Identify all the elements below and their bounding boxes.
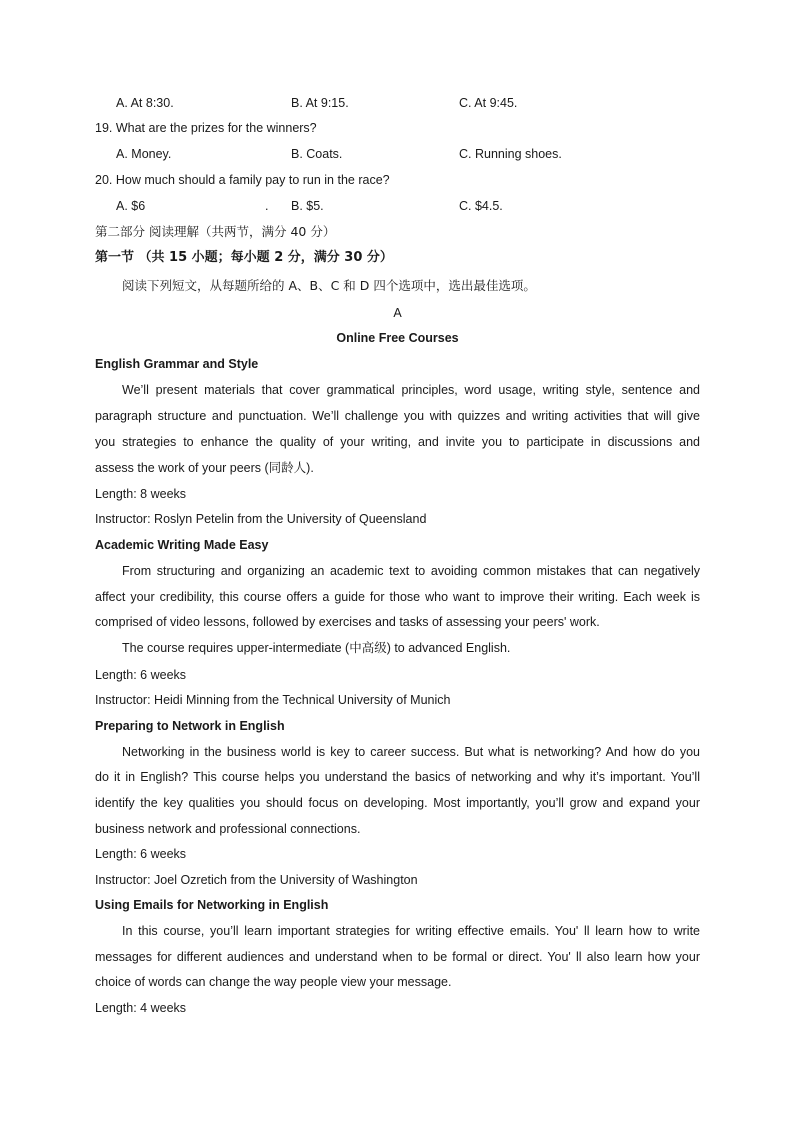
passage-letter: A: [393, 306, 402, 320]
part2-heading: 第二部分 阅读理解（共两节，满分 40 分）: [95, 224, 336, 239]
course-text-line: In this course, you’ll learn important strategies for writing effective emails. You' ll learn how to write: [122, 924, 700, 938]
course-text-line: messages for different audiences and understand when to be formal or direct. You' ll also learn how your: [95, 950, 700, 964]
course-instructor: Instructor: Heidi Minning from the Technical University of Munich: [95, 693, 451, 707]
course-text-line: The course requires upper-intermediate (中高级) to advanced English.: [122, 641, 511, 655]
course-length: Length: 8 weeks: [95, 487, 187, 501]
course-text-line: business network and professional connections.: [95, 822, 361, 836]
q19-option-b: B. Coats.: [291, 147, 343, 161]
course-text-line: paragraph structure and punctuation. We’ll challenge you with quizzes and writing activities that will give: [95, 409, 700, 423]
q19-question: 19. What are the prizes for the winners?: [95, 121, 317, 135]
q18-option-b: B. At 9:15.: [291, 96, 349, 110]
course-title: Preparing to Network in English: [95, 719, 285, 733]
course-length: Length: 6 weeks: [95, 847, 187, 861]
course-title: English Grammar and Style: [95, 357, 259, 371]
course-text-line: comprised of video lessons, followed by exercises and tasks of assessing your peers' work.: [95, 615, 600, 629]
course-length: Length: 4 weeks: [95, 1001, 187, 1015]
course-text-line: identify the key qualities you should focus on developing. Most importantly, you’ll grow and expand your: [95, 796, 700, 810]
q20-option-a: A. $6: [116, 199, 146, 213]
instruction: 阅读下列短文，从每题所给的 A、B、C 和 D 四个选项中，选出最佳选项。: [122, 278, 536, 293]
stray-dot: .: [265, 199, 269, 213]
course-instructor: Instructor: Roslyn Petelin from the University of Queensland: [95, 512, 427, 526]
course-text-line: We’ll present materials that cover grammatical principles, word usage, writing style, sentence and: [122, 383, 700, 397]
passage-title: Online Free Courses: [336, 331, 459, 345]
course-text-line: From structuring and organizing an academic text to avoiding common mistakes that can negatively: [122, 564, 700, 578]
course-text-line: Networking in the business world is key to career success. But what is networking? And how do you: [122, 745, 700, 759]
course-text-line: assess the work of your peers (同龄人).: [95, 461, 314, 475]
course-text-line: choice of words can change the way people view your message.: [95, 975, 452, 989]
section1-heading: 第一节 （共 15 小题；每小题 2 分，满分 30 分）: [95, 250, 393, 265]
course-text-line: do it in English? This course helps you understand the basics of networking and why it’s important. You’ll: [95, 770, 700, 784]
q19-option-c: C. Running shoes.: [459, 147, 562, 161]
course-title: Using Emails for Networking in English: [95, 898, 329, 912]
q18-option-c: C. At 9:45.: [459, 96, 518, 110]
course-instructor: Instructor: Joel Ozretich from the University of Washington: [95, 873, 418, 887]
q19-option-a: A. Money.: [116, 147, 172, 161]
q18-option-a: A. At 8:30.: [116, 96, 174, 110]
course-title: Academic Writing Made Easy: [95, 538, 269, 552]
q20-question: 20. How much should a family pay to run in the race?: [95, 173, 390, 187]
q20-option-b: B. $5.: [291, 199, 324, 213]
course-text-line: you strategies to enhance the quality of your writing, and invite you to participate in discussions and: [95, 435, 700, 449]
course-length: Length: 6 weeks: [95, 668, 187, 682]
q20-option-c: C. $4.5.: [459, 199, 503, 213]
course-text-line: affect your credibility, this course offers a guide for those who want to improve their writing. Each week is: [95, 590, 700, 604]
